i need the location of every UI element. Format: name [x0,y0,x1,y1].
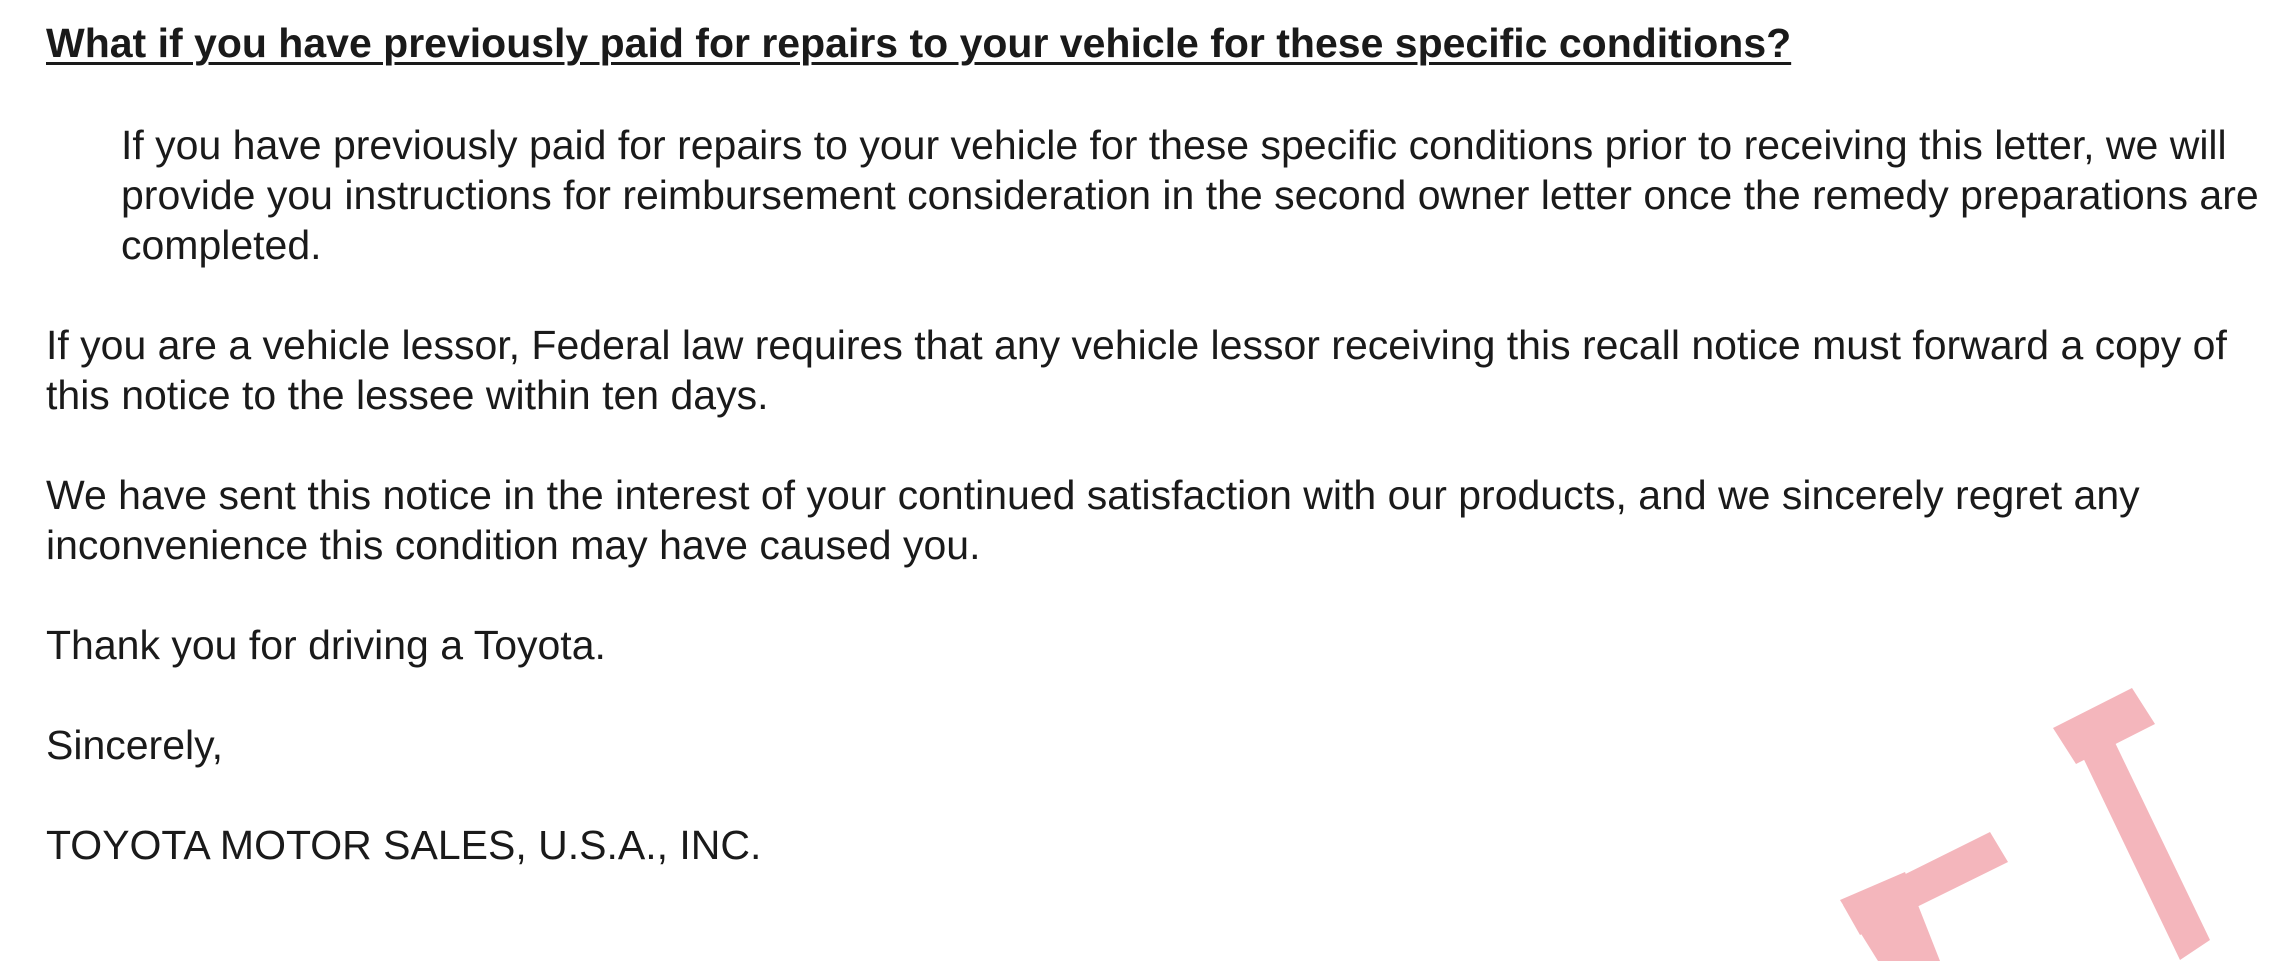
thanks-line: Thank you for driving a Toyota. [46,622,606,668]
notice-paragraph: We have sent this notice in the interest of your continued satisfaction with our products, and we sincerely regret any inconvenience this condition may have caused you. [46,472,2140,568]
closing-line: Sincerely, [46,722,223,768]
company-name: TOYOTA MOTOR SALES, U.S.A., INC. [46,822,762,868]
watermark-stamp-shape [1840,688,2210,961]
reimbursement-paragraph: If you have previously paid for repairs to your vehicle for these specific conditions prior to receiving this letter, we will provide you instructions for reimbursement consideration in the second owner letter once the remedy preparations are completed. [121,122,2259,268]
lessor-paragraph: If you are a vehicle lessor, Federal law requires that any vehicle lessor receiving this recall notice must forward a copy of this notice to the lessee within ten days. [46,322,2227,418]
section-heading: What if you have previously paid for repairs to your vehicle for these specific conditions? [46,20,1792,66]
